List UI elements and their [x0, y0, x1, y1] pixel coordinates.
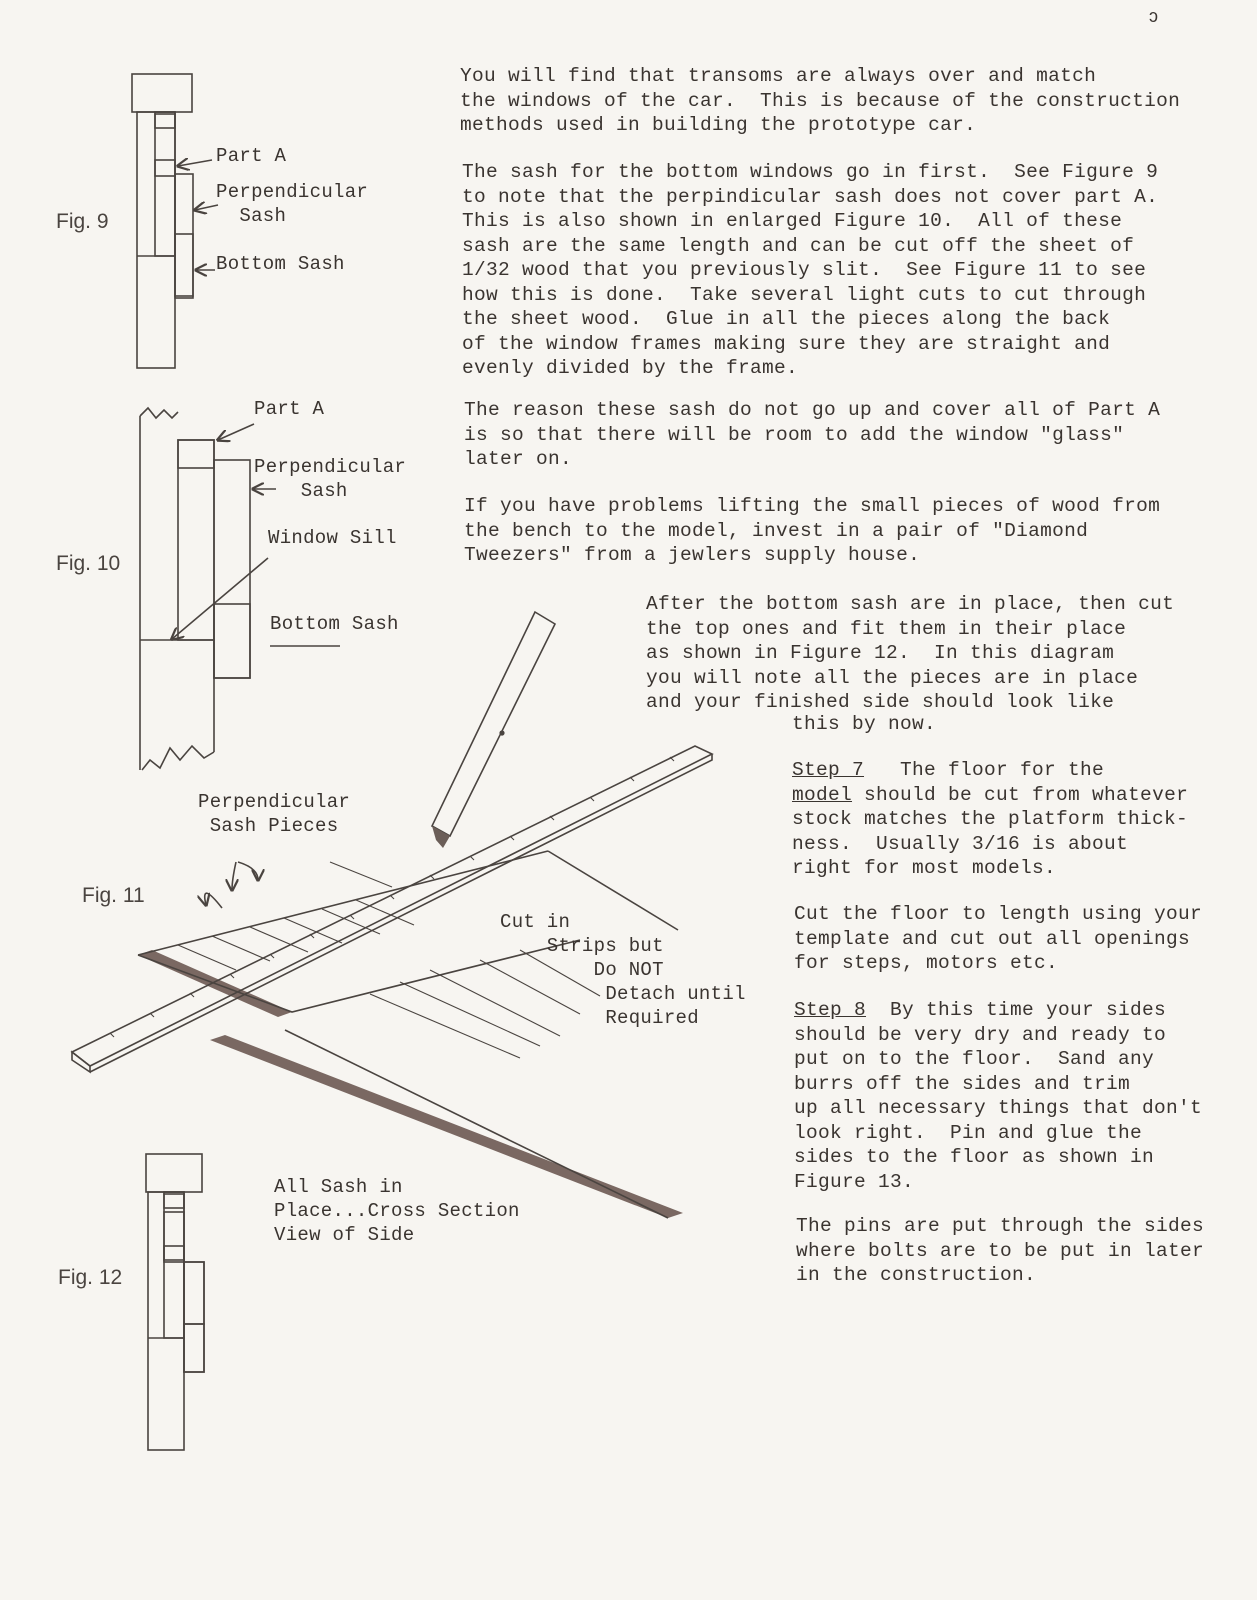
paragraph-cut-floor: Cut the floor to length using your template and cut out all openings for steps, motors etc. [794, 903, 1203, 974]
fig10-perpendicular-sash [214, 460, 250, 678]
paragraph-tweezers: If you have problems lifting the small pieces of wood from the bench to the model, invest in a pair of "Diamond Tweezers" from a jewlers supply house. [464, 495, 1161, 566]
step7-underlined-word: model [792, 783, 853, 806]
step7-first-line: The floor for the [864, 759, 1105, 781]
page-corner-mark: ↄ [1148, 8, 1160, 28]
fig12-top-member [146, 1154, 202, 1192]
step8-block [794, 998, 1202, 1194]
fig11-perp-pieces-label: Perpendicular Sash Pieces [198, 791, 351, 837]
fig11-knife-edge [432, 826, 450, 848]
paragraph-top-sash-end: this by now. [792, 713, 937, 735]
fig9-part-a-label: Part A [216, 145, 287, 167]
fig10-perp-sash-label: Perpendicular Sash [254, 456, 407, 502]
fig9-bottom-sash [175, 234, 193, 296]
fig11-caption: Fig. 11 [82, 884, 145, 907]
fig9-top-member [132, 74, 192, 112]
step8-first-line: By this time your sides [866, 999, 1167, 1021]
fig9-post [137, 112, 175, 368]
step7-block [792, 758, 1188, 881]
fig12-bottom-sash [184, 1324, 204, 1372]
fig9-drawing [132, 74, 218, 368]
fig11-knife-blade [432, 612, 555, 836]
fig9-bottom-sash-label: Bottom Sash [216, 253, 345, 275]
fig9-transom-sash [155, 114, 175, 128]
step8-label: Step 8 [794, 999, 867, 1021]
fig12-perpendicular-sash [184, 1262, 204, 1324]
fig9-perpendicular-sash [175, 174, 193, 298]
fig10-bottom-sash-label: Bottom Sash [270, 613, 399, 635]
paragraph-pins: The pins are put through the sides where bolts are to be put in later in the construction. [796, 1215, 1205, 1286]
fig12-note: All Sash in Place...Cross Section View of Side [274, 1176, 520, 1246]
fig12-caption: Fig. 12 [58, 1266, 123, 1289]
step8-rest: should be very dry and ready to put on to the floor. Sand any burrs off the sides and trim up all necessary things that don't look right. Pin and glue the sides to the floor as shown in Figure 13. [794, 1023, 1203, 1193]
paragraph-part-a-reason: The reason these sash do not go up and cover all of Part A is so that there will be room to add the window "glass" later on. [464, 399, 1161, 470]
fig10-part-a-label: Part A [254, 398, 325, 420]
fig11-cut-note: Cut in Strips but Do NOT Detach until Required [500, 911, 746, 1029]
fig10-bottom-sash [214, 604, 250, 678]
fig9-part-a [155, 160, 175, 176]
fig10-caption: Fig. 10 [56, 552, 121, 575]
paragraph-bottom-sash: The sash for the bottom windows go in first. See Figure 9 to note that the perpindicular sash does not cover part A. This is also shown in enlarged Figure 10. All of these sash are the same length and can be cut off the sheet of 1/32 wood that you previously slit. See Figure 11 to see how this is done. Take several light cuts to cut through the sheet wood. Glue in all the pieces along the back of the window frames making sure they are straight and evenly divided by the frame. [462, 161, 1159, 379]
fig12-drawing [146, 1154, 204, 1450]
fig12-post [148, 1192, 184, 1450]
fig10-part-a [178, 440, 214, 468]
step7-rest: should be cut from whatever stock matches the platform thick- ness. Usually 3/16 is about right for most models. [792, 783, 1189, 879]
fig12-top-sash [164, 1212, 184, 1262]
paragraph-transoms: You will find that transoms are always over and match the windows of the car. This is because of the construction methods used in building the prototype car. [460, 65, 1181, 136]
step7-label: Step 7 [792, 759, 865, 781]
paragraph-top-sash: After the bottom sash are in place, then cut the top ones and fit them in their place as shown in Figure 12. In this diagram you will note all the pieces are in place and your finished side should look like [646, 593, 1175, 713]
fig9-perp-sash-label: Perpendicular Sash [216, 181, 369, 227]
fig9-caption: Fig. 9 [56, 210, 109, 233]
fig10-window-sill-label: Window Sill [268, 527, 397, 549]
